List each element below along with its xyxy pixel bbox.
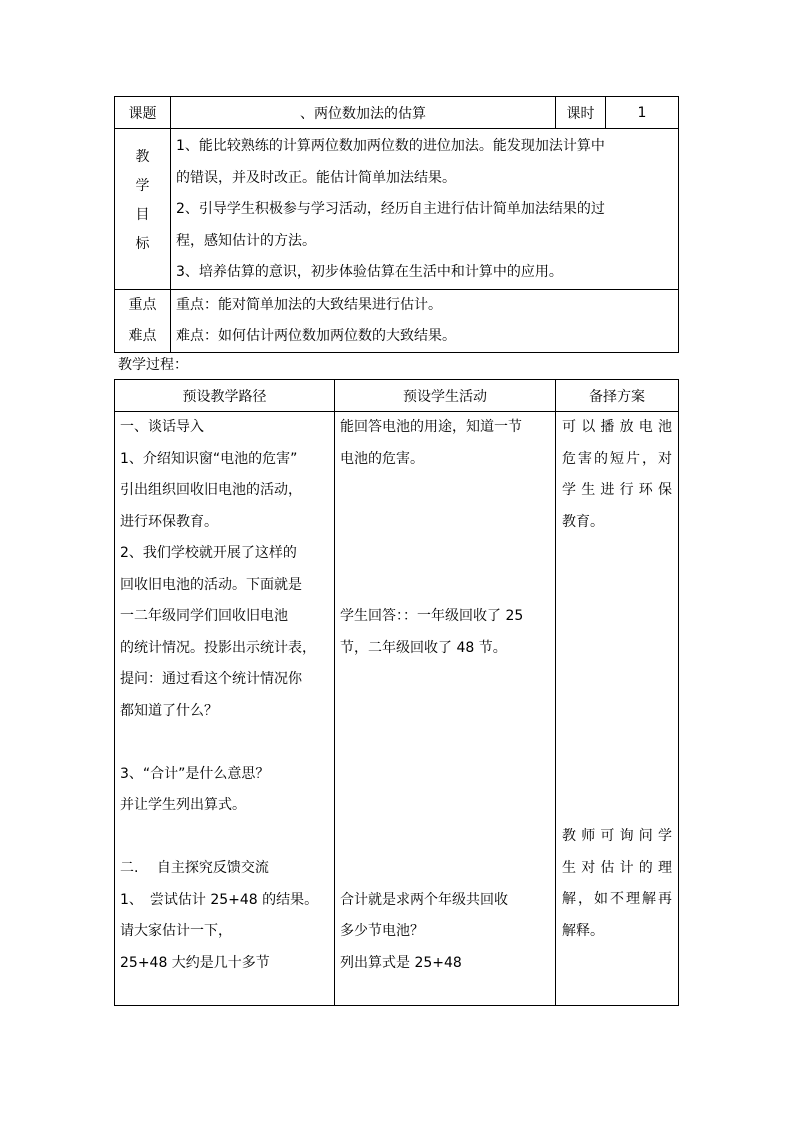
- student-line: [340, 822, 555, 854]
- teacher-line: 二. 自主探究反馈交流: [120, 860, 269, 876]
- process-heading: 教学过程：: [118, 357, 188, 373]
- student-line: 节，二年级回收了 48 节。: [340, 639, 507, 656]
- topic-title: 、两位数加法的估算: [171, 97, 556, 129]
- teacher-line: 的统计情况。投影出示统计表，: [120, 639, 316, 656]
- period-value: 1: [606, 97, 679, 129]
- teacher-line: 25+48 大约是几十多节: [120, 954, 270, 971]
- teacher-line: 引出组织回收旧电池的活动，: [120, 482, 302, 498]
- prep-block-1: [562, 412, 672, 538]
- teacher-path-cell: [115, 412, 335, 1006]
- student-line: [340, 507, 555, 539]
- teacher-line: 一、谈话导入: [120, 419, 204, 435]
- objective-line: 1、能比较熟练的计算两位数加两位数的进位加法。能发现加法计算中: [176, 138, 605, 154]
- teacher-line: 1、介绍知识窗“电池的危害”: [120, 450, 298, 467]
- teacher-line: [120, 822, 334, 854]
- objective-line: 程，感知估计的方法。: [176, 232, 316, 249]
- teacher-line: 都知道了什么？: [120, 702, 218, 719]
- difficult-point: 难点：如何估计两位数加两位数的大致结果。: [176, 327, 456, 344]
- student-line: [340, 570, 555, 602]
- column-header-teacher: 预设教学路径: [115, 380, 335, 412]
- prep-line: 教育。: [562, 513, 604, 530]
- student-line: [340, 475, 555, 507]
- objective-line: 3、培养估算的意识，初步体验估算在生活中和计算中的应用。: [176, 264, 563, 280]
- student-line: 学生回答：：一年级回收了 25: [340, 608, 524, 624]
- prep-line: 解释。: [562, 922, 604, 939]
- teacher-lines: [120, 412, 334, 979]
- student-line: 合计就是求两个年级共回收: [340, 891, 508, 908]
- objective-line: 2、引导学生积极参与学习活动，经历自主进行估计简单加法结果的过: [176, 201, 605, 217]
- student-line: [340, 538, 555, 570]
- teacher-line: 2、我们学校就开展了这样的: [120, 545, 297, 561]
- student-line: [340, 759, 555, 791]
- teacher-line: [120, 727, 334, 759]
- student-line: 能回答电池的用途，知道一节: [340, 419, 522, 435]
- teacher-line: 并让学生列出算式。: [120, 797, 246, 813]
- student-activity-cell: [335, 412, 556, 1006]
- teacher-line: 1、 尝试估计 25+48 的结果。: [120, 891, 319, 908]
- student-line: [340, 853, 555, 885]
- key-points-content: [171, 289, 679, 352]
- prep-line: 学生进行环保: [562, 482, 672, 498]
- teacher-line: 提问：通过看这个统计情况你: [120, 671, 302, 687]
- teacher-line: 一二年级同学们回收旧电池: [120, 608, 288, 624]
- student-line: 电池的危害。: [340, 450, 424, 467]
- objectives-content: [171, 129, 679, 290]
- topic-label: 课题: [115, 97, 171, 129]
- key-point: 重点：能对简单加法的大致结果进行估计。: [176, 296, 442, 313]
- prep-line: 生对估计的理: [562, 859, 672, 876]
- prep-line: 危害的短片，对: [562, 450, 672, 467]
- column-header-prep: 备择方案: [556, 380, 679, 412]
- student-line: [340, 790, 555, 822]
- teacher-line: 进行环保教育。: [120, 513, 218, 530]
- objectives-label: 教 学 目 标: [115, 129, 171, 290]
- student-line: 列出算式是 25+48: [340, 954, 462, 971]
- teacher-line: 3、“合计”是什么意思？: [120, 765, 270, 782]
- student-line: 多少节电池？: [340, 923, 424, 939]
- lesson-header-table: [114, 96, 679, 353]
- key-points-label: 重点 难点: [115, 289, 171, 352]
- student-line: [340, 696, 555, 728]
- column-header-student: 预设学生活动: [335, 380, 556, 412]
- teacher-line: 回收旧电池的活动。下面就是: [120, 576, 302, 593]
- student-line: [340, 727, 555, 759]
- prep-line: 解，如不理解再: [562, 891, 672, 907]
- teacher-line: 请大家估计一下，: [120, 923, 232, 939]
- prep-line: 教师可询问学: [562, 828, 672, 844]
- prep-line: 可以播放电池: [562, 419, 672, 435]
- student-lines: [340, 412, 555, 979]
- student-line: [340, 664, 555, 696]
- objective-line: 的错误，并及时改正。能估计简单加法结果。: [176, 169, 456, 186]
- prep-block-2: [562, 821, 672, 947]
- period-label: 课时: [556, 97, 606, 129]
- process-table: [114, 379, 679, 1006]
- prep-plan-cell: [556, 412, 679, 1006]
